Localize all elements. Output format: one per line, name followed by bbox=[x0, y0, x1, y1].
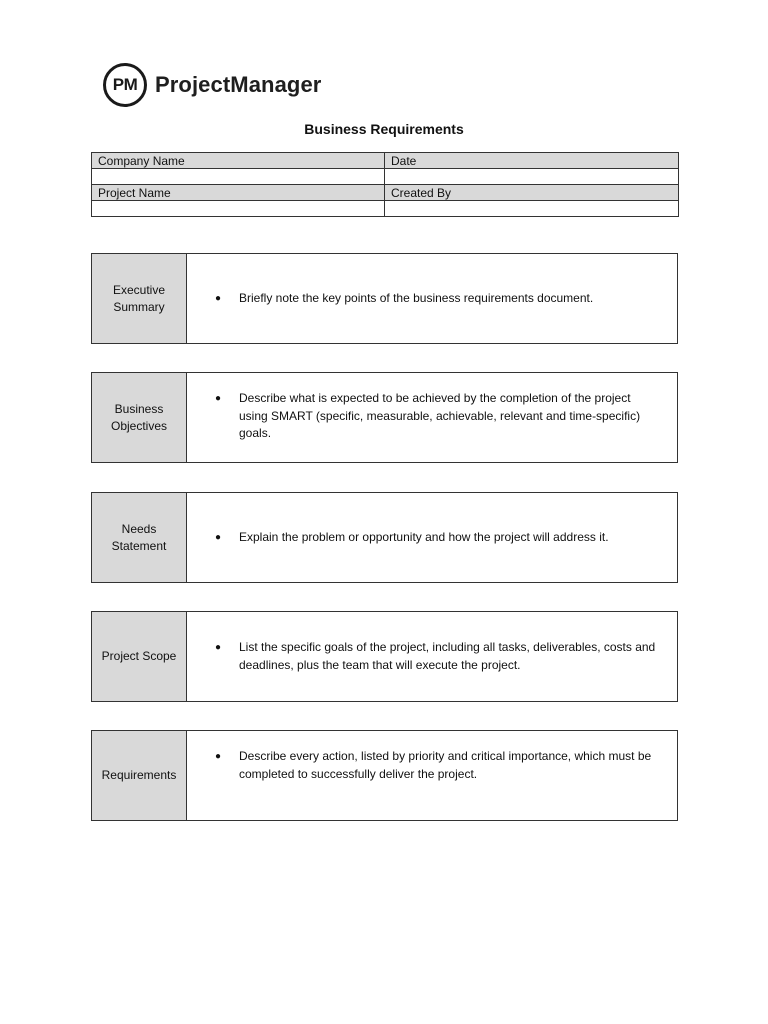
section-body[interactable] bbox=[187, 493, 677, 582]
bullet-icon: ● bbox=[215, 642, 222, 653]
bullet-icon: ● bbox=[215, 393, 222, 404]
bullet-item bbox=[215, 529, 609, 547]
bullet-item bbox=[215, 290, 593, 308]
section-body[interactable] bbox=[187, 612, 677, 701]
section-executive-summary bbox=[91, 253, 678, 344]
created-by-label: Created By bbox=[385, 185, 679, 201]
section-label: Executive Summary bbox=[92, 254, 187, 343]
section-label: Requirements bbox=[92, 731, 187, 820]
bullet-item bbox=[215, 639, 659, 674]
date-field[interactable] bbox=[385, 169, 679, 185]
section-requirements bbox=[91, 730, 678, 821]
bullet-text: Describe every action, listed by priority and critical importance, which must be completed to successfully deliver the project. bbox=[239, 749, 652, 781]
bullet-item bbox=[215, 390, 659, 443]
logo-wordmark: ProjectManager bbox=[155, 72, 322, 97]
section-label: Project Scope bbox=[92, 612, 187, 701]
projectmanager-logo bbox=[97, 54, 327, 116]
bullet-text: Explain the problem or opportunity and how the project will address it. bbox=[239, 529, 609, 544]
section-needs-statement bbox=[91, 492, 678, 583]
bullet-text: Describe what is expected to be achieved by the completion of the project using SMART (specific, measurable, achievable, relevant and time-specific) goals. bbox=[239, 391, 641, 440]
company-name-field[interactable] bbox=[92, 169, 385, 185]
section-body[interactable] bbox=[187, 254, 677, 343]
project-name-label: Project Name bbox=[92, 185, 385, 201]
bullet-icon: ● bbox=[215, 292, 222, 304]
bullet-item bbox=[215, 748, 659, 783]
company-name-label: Company Name bbox=[92, 153, 385, 169]
project-name-field[interactable] bbox=[92, 201, 385, 217]
logo-mark-icon: PM bbox=[103, 63, 147, 107]
document-title: Business Requirements bbox=[304, 121, 464, 137]
section-project-scope bbox=[91, 611, 678, 702]
bullet-icon: ● bbox=[215, 531, 222, 543]
bullet-text: List the specific goals of the project, including all tasks, deliverables, costs and deadlines, plus the team that will execute the project. bbox=[239, 640, 656, 672]
section-body[interactable] bbox=[187, 373, 677, 462]
section-business-objectives bbox=[91, 372, 678, 463]
section-label: Needs Statement bbox=[92, 493, 187, 582]
bullet-icon: ● bbox=[215, 751, 222, 762]
date-label: Date bbox=[385, 153, 679, 169]
section-label: Business Objectives bbox=[92, 373, 187, 462]
project-info-table bbox=[91, 152, 679, 217]
bullet-text: Briefly note the key points of the business requirements document. bbox=[239, 290, 594, 305]
section-body[interactable] bbox=[187, 731, 677, 820]
created-by-field[interactable] bbox=[385, 201, 679, 217]
